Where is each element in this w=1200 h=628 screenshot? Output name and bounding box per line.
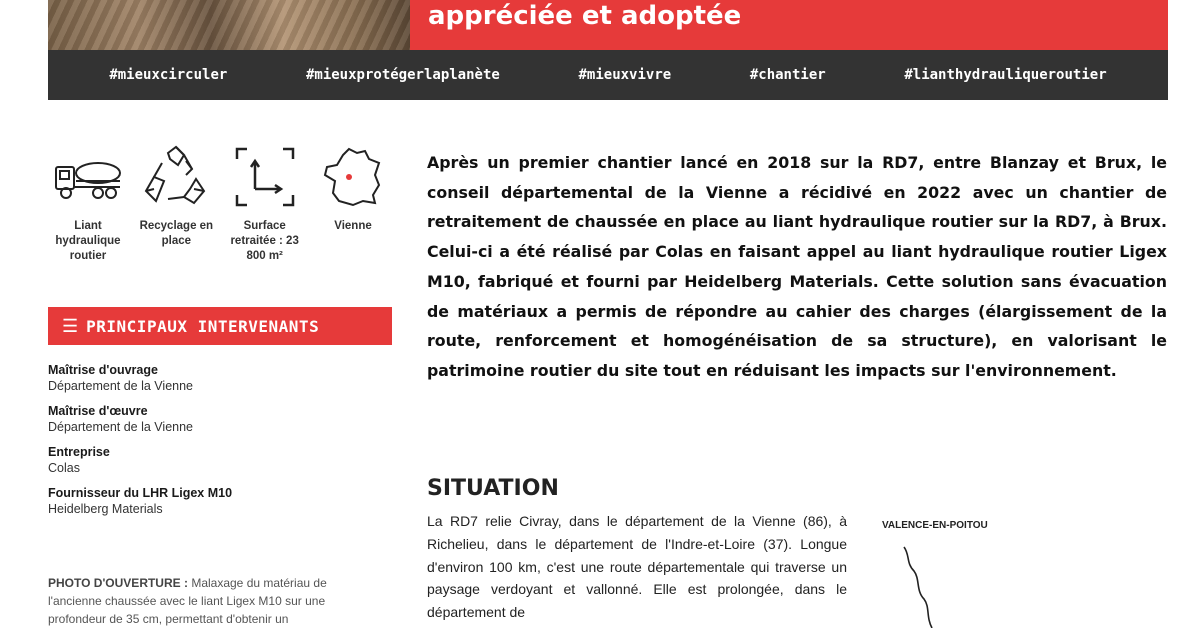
route-map <box>880 535 1000 628</box>
france-map-icon <box>319 145 387 209</box>
list-item <box>48 444 392 477</box>
list-item <box>48 362 392 395</box>
situation-paragraph: La RD7 relie Civray, dans le département de la Vienne (86), à Richelieu, dans le département de l'Indre-et-Loire (37). Longue d'environ 100 km, c'est une route départementale qui traverse un paysage verdoyant et vallonné. Elle est prolongée, dans le département de <box>427 513 847 621</box>
menu-icon: ☰ <box>62 315 79 336</box>
list-item <box>48 485 392 518</box>
icon-cell-vienne <box>313 145 393 264</box>
hashtag-mieuxprotegerlaplanete[interactable]: #mieuxprotégerlaplanète <box>305 67 500 83</box>
page-title: appréciée et adoptée <box>428 1 742 31</box>
icon-label: Liant hydraulique routier <box>55 220 121 262</box>
intervenants-header <box>48 307 392 345</box>
icon-cell-surface <box>225 145 305 264</box>
intervenant-name: Colas <box>48 461 80 475</box>
icon-label: Surface retraitée : 23 800 m² <box>230 220 299 262</box>
title-band <box>410 0 1168 50</box>
intervenant-role: Maîtrise d'ouvrage <box>48 363 158 377</box>
intervenant-role: Maîtrise d'œuvre <box>48 404 148 418</box>
intervenant-role: Entreprise <box>48 445 110 459</box>
icon-label: Recyclage en place <box>139 220 214 247</box>
intro-paragraph: Après un premier chantier lancé en 2018 sur la RD7, entre Blanzay et Brux, le conseil départemental de la Vienne a récidivé en 2022 avec un chantier de retraitement de chaussée en place au liant hydraulique routier sur la RD7, à Brux. Celui-ci a été réalisé par Colas en faisant appel au liant hydraulique routier Ligex M10, fabriqué et fourni par Heidelberg Materials. Cette solution sans évacuation de matériaux a permis de répondre au cahier des charges (élargissement de la route, renforcement et homogénéisation de sa structure), en valorisant le patrimoine routier du site tout en réduisant les impacts sur l'environnement. <box>427 153 1167 380</box>
icon-cell-recyclage <box>136 145 216 264</box>
intervenant-role: Fournisseur du LHR Ligex M10 <box>48 486 233 500</box>
hashtag-mieuxvivre[interactable]: #mieuxvivre <box>578 67 672 83</box>
intervenants-list <box>48 362 392 526</box>
photo-caption-text: Malaxage du matériau de l'ancienne chaussée avec le liant Ligex M10 sur une profondeur de 35 cm, permettant d'obtenir un <box>48 576 327 626</box>
surface-icon <box>231 145 299 209</box>
intervenant-name: Heidelberg Materials <box>48 502 163 516</box>
hashtag-mieuxcirculer[interactable]: #mieuxcirculer <box>109 67 228 83</box>
truck-icon <box>54 145 122 209</box>
intervenant-name: Département de la Vienne <box>48 379 194 393</box>
list-item <box>48 403 392 436</box>
hashtag-bar <box>48 50 1168 100</box>
photo-caption <box>48 574 378 628</box>
photo-caption-label: PHOTO D'OUVERTURE : <box>48 576 188 590</box>
hero-photo <box>48 0 410 50</box>
hashtag-lianthydrauliqueroutier[interactable]: #lianthydrauliqueroutier <box>904 67 1107 83</box>
icons-row <box>48 145 393 264</box>
recycle-icon <box>142 145 210 209</box>
hashtag-chantier[interactable]: #chantier <box>749 67 826 83</box>
route-line <box>904 547 932 628</box>
intervenant-name: Département de la Vienne <box>48 420 194 434</box>
map-label: VALENCE-EN-POITOU <box>882 520 988 531</box>
icon-cell-liant <box>48 145 128 264</box>
intervenants-title: PRINCIPAUX INTERVENANTS <box>86 316 320 336</box>
icon-label: Vienne <box>334 220 372 232</box>
section-title-situation: SITUATION <box>427 476 559 501</box>
